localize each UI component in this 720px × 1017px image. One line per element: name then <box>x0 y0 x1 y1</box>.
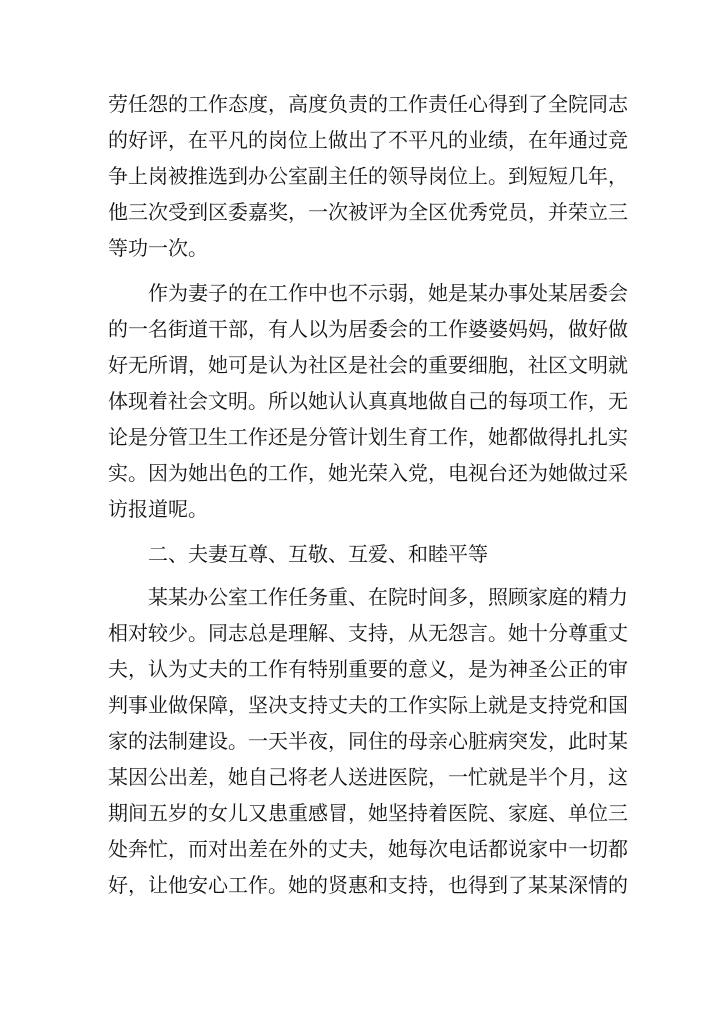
paragraph-line: 他三次受到区委嘉奖，一次被评为全区优秀党员，并荣立三 <box>108 200 628 224</box>
heading-two: 二、夫妻互尊、互敬、互爱、和睦平等 <box>148 542 488 566</box>
paragraph-1 <box>108 86 628 266</box>
paragraph-line: 相对较少。同志总是理解、支持，从无怨言。她十分尊重丈 <box>108 621 628 645</box>
paragraph-line: 争上岗被推选到办公室副主任的领导岗位上。到短短几年， <box>108 164 628 188</box>
paragraph-line: 家的法制建设。一天半夜，同住的母亲心脏病突发，此时某 <box>108 729 628 753</box>
paragraph-line: 好无所谓，她可是认为社区是社会的重要细胞，社区文明就 <box>108 353 628 377</box>
paragraph-line: 好，让他安心工作。她的贤惠和支持，也得到了某某深情的 <box>108 873 628 897</box>
paragraph-2 <box>108 275 628 527</box>
paragraph-line: 等功一次。 <box>108 236 208 260</box>
paragraph-line: 处奔忙，而对出差在外的丈夫，她每次电话都说家中一切都 <box>108 837 628 861</box>
paragraph-line: 的好评，在平凡的岗位上做出了不平凡的业绩，在年通过竞 <box>108 128 628 152</box>
paragraph-line: 期间五岁的女儿又患重感冒，她坚持着医院、家庭、单位三 <box>108 801 628 825</box>
paragraph-line: 某某办公室工作任务重、在院时间多，照顾家庭的精力 <box>148 585 628 609</box>
paragraph-line: 的一名街道干部，有人以为居委会的工作婆婆妈妈，做好做 <box>108 317 628 341</box>
paragraph-line: 判事业做保障，坚决支持丈夫的工作实际上就是支持党和国 <box>108 693 628 717</box>
paragraph-line: 夫，认为丈夫的工作有特别重要的意义，是为神圣公正的审 <box>108 657 628 681</box>
section-heading <box>108 536 613 572</box>
paragraph-line: 某因公出差，她自己将老人送进医院，一忙就是半个月，这 <box>108 765 628 789</box>
paragraph-line: 实。因为她出色的工作，她光荣入党，电视台还为她做过采 <box>108 461 628 485</box>
paragraph-line: 劳任怨的工作态度，高度负责的工作责任心得到了全院同志 <box>108 92 628 116</box>
paragraph-line: 作为妻子的在工作中也不示弱，她是某办事处某居委会 <box>148 281 628 305</box>
paragraph-3 <box>108 579 628 903</box>
paragraph-line: 论是分管卫生工作还是分管计划生育工作，她都做得扎扎实 <box>108 425 628 449</box>
paragraph-line: 体现着社会文明。所以她认认真真地做自己的每项工作，无 <box>108 389 628 413</box>
paragraph-line: 访报道呢。 <box>108 497 208 521</box>
